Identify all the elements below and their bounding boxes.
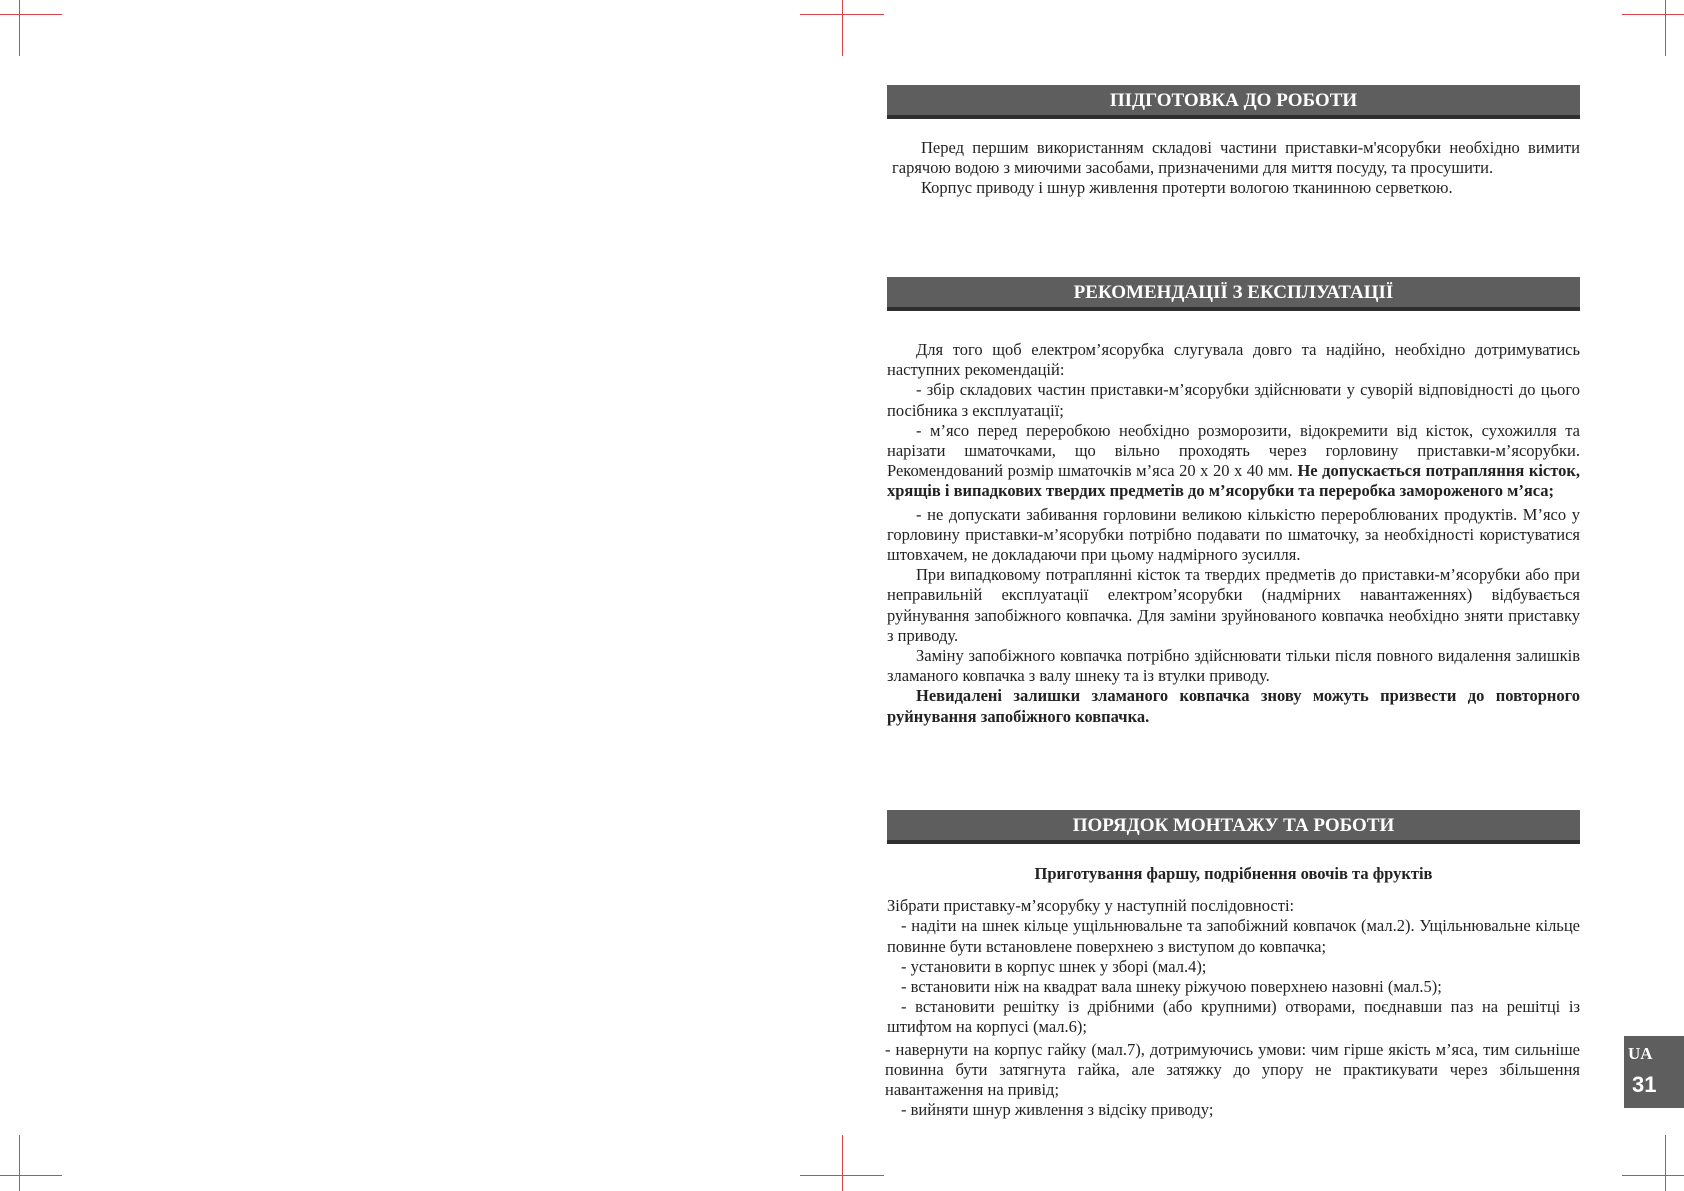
section-body-preparation (892, 138, 1580, 199)
list-item: - установити в корпус шнек у зборі (мал.4); (901, 956, 1207, 976)
page-number-tab (1624, 1036, 1684, 1108)
section-header-recommendations (887, 277, 1580, 311)
paragraph: - збір складових частин приставки-м’ясорубки здійснювати у суворій відповідності до цього посібника з експлуатації; (887, 380, 1580, 420)
list-item: - надіти на шнек кільце ущільнювальне та запобіжний ковпачок (мал.2). Ущільнювальне кільце повинне бути встановлене поверхнею з виступом до ковпачка; (887, 916, 1580, 956)
list-item: - встановити решітку із дрібними (або крупними) отворами, поєднавши паз на решітці із штифтом на корпусі (мал.6); (887, 997, 1580, 1037)
paragraph: - не допускати забивання горловини великою кількістю перероблюваних продуктів. М’ясо у горловину приставки-м’ясорубки потрібно подавати по шматочку, за необхідності користуватися штовхачем, не докладаючи при цьому надмірного зусилля. (887, 504, 1580, 565)
paragraph: При випадковому потраплянні кісток та твердих предметів до приставки-м’ясорубки або при неправильній експлуатації електром’ясорубки (надмірних навантаженнях) відбувається руйнування запобіжного ковпачка. Для заміни зруйнованого ковпачка необхідно зняти приставку з приводу. (887, 565, 1580, 645)
language-code: UA (1628, 1044, 1653, 1063)
section-header-preparation (887, 85, 1580, 119)
subsection-title: Приготування фаршу, подрібнення овочів та фруктів (1034, 864, 1433, 883)
paragraph: Для того щоб електром’ясорубка слугувала довго та надійно, необхідно дотримуватись наступних рекомендацій: (887, 340, 1580, 380)
list-item: - навернути на корпус гайку (мал.7), дотримуючись умови: чим гірше якість м’яса, тим сильніше повинна бути затягнута гайка, але затяжку до упору не практикувати через збільшення навантаження на привід; (885, 1039, 1580, 1100)
section-title: ПОРЯДОК МОНТАЖУ ТА РОБОТИ (1072, 815, 1395, 836)
paragraph: Корпус приводу і шнур живлення протерти вологою тканинною серветкою. (921, 178, 1453, 198)
section-body-recommendations (887, 340, 1580, 727)
paragraph-text: - м’ясо перед переробкою необхідно розморозити, відокремити від кісток, сухожилля та нарізати шматочками, що вільно проходять через горловину приставки-м’ясорубки. Рекомендований розмір шматочків м’яса 20 х 20 х 40 мм. (887, 420, 1580, 481)
section-header-assembly (887, 810, 1580, 844)
section-title: РЕКОМЕНДАЦІЇ З ЕКСПЛУАТАЦІЇ (1073, 282, 1394, 303)
paragraph-warning: Невидалені залишки зламаного ковпачка знову можуть призвести до повторного руйнування запобіжного ковпачка. (887, 686, 1580, 726)
paragraph: Зібрати приставку-м’ясорубку у наступній послідовності: (887, 896, 1295, 916)
section-title: ПІДГОТОВКА ДО РОБОТИ (1109, 90, 1358, 111)
list-item: - встановити ніж на квадрат вала шнеку ріжучою поверхнею назовні (мал.5); (901, 977, 1442, 997)
paragraph (887, 421, 1580, 502)
page-number: 31 (1632, 1072, 1657, 1097)
paragraph: Заміну запобіжного ковпачка потрібно здійснювати тільки після повного видалення залишків зламаного ковпачка з валу шнеку та із втулки приводу. (887, 646, 1580, 686)
paragraph: Перед першим використанням складові частини приставки-м'ясорубки необхідно вимити гарячою водою з миючими засобами, призначеними для миття посуду, та просушити. (892, 138, 1580, 178)
section-body-assembly (887, 864, 1580, 1120)
list-item: - вийняти шнур живлення з відсіку приводу; (901, 1100, 1214, 1120)
paragraph-warning: Не допускається потрапляння кісток, хрящів і випадкових твердих предметів до м’ясорубки та переробка замороженого м’яса; (887, 461, 1581, 501)
